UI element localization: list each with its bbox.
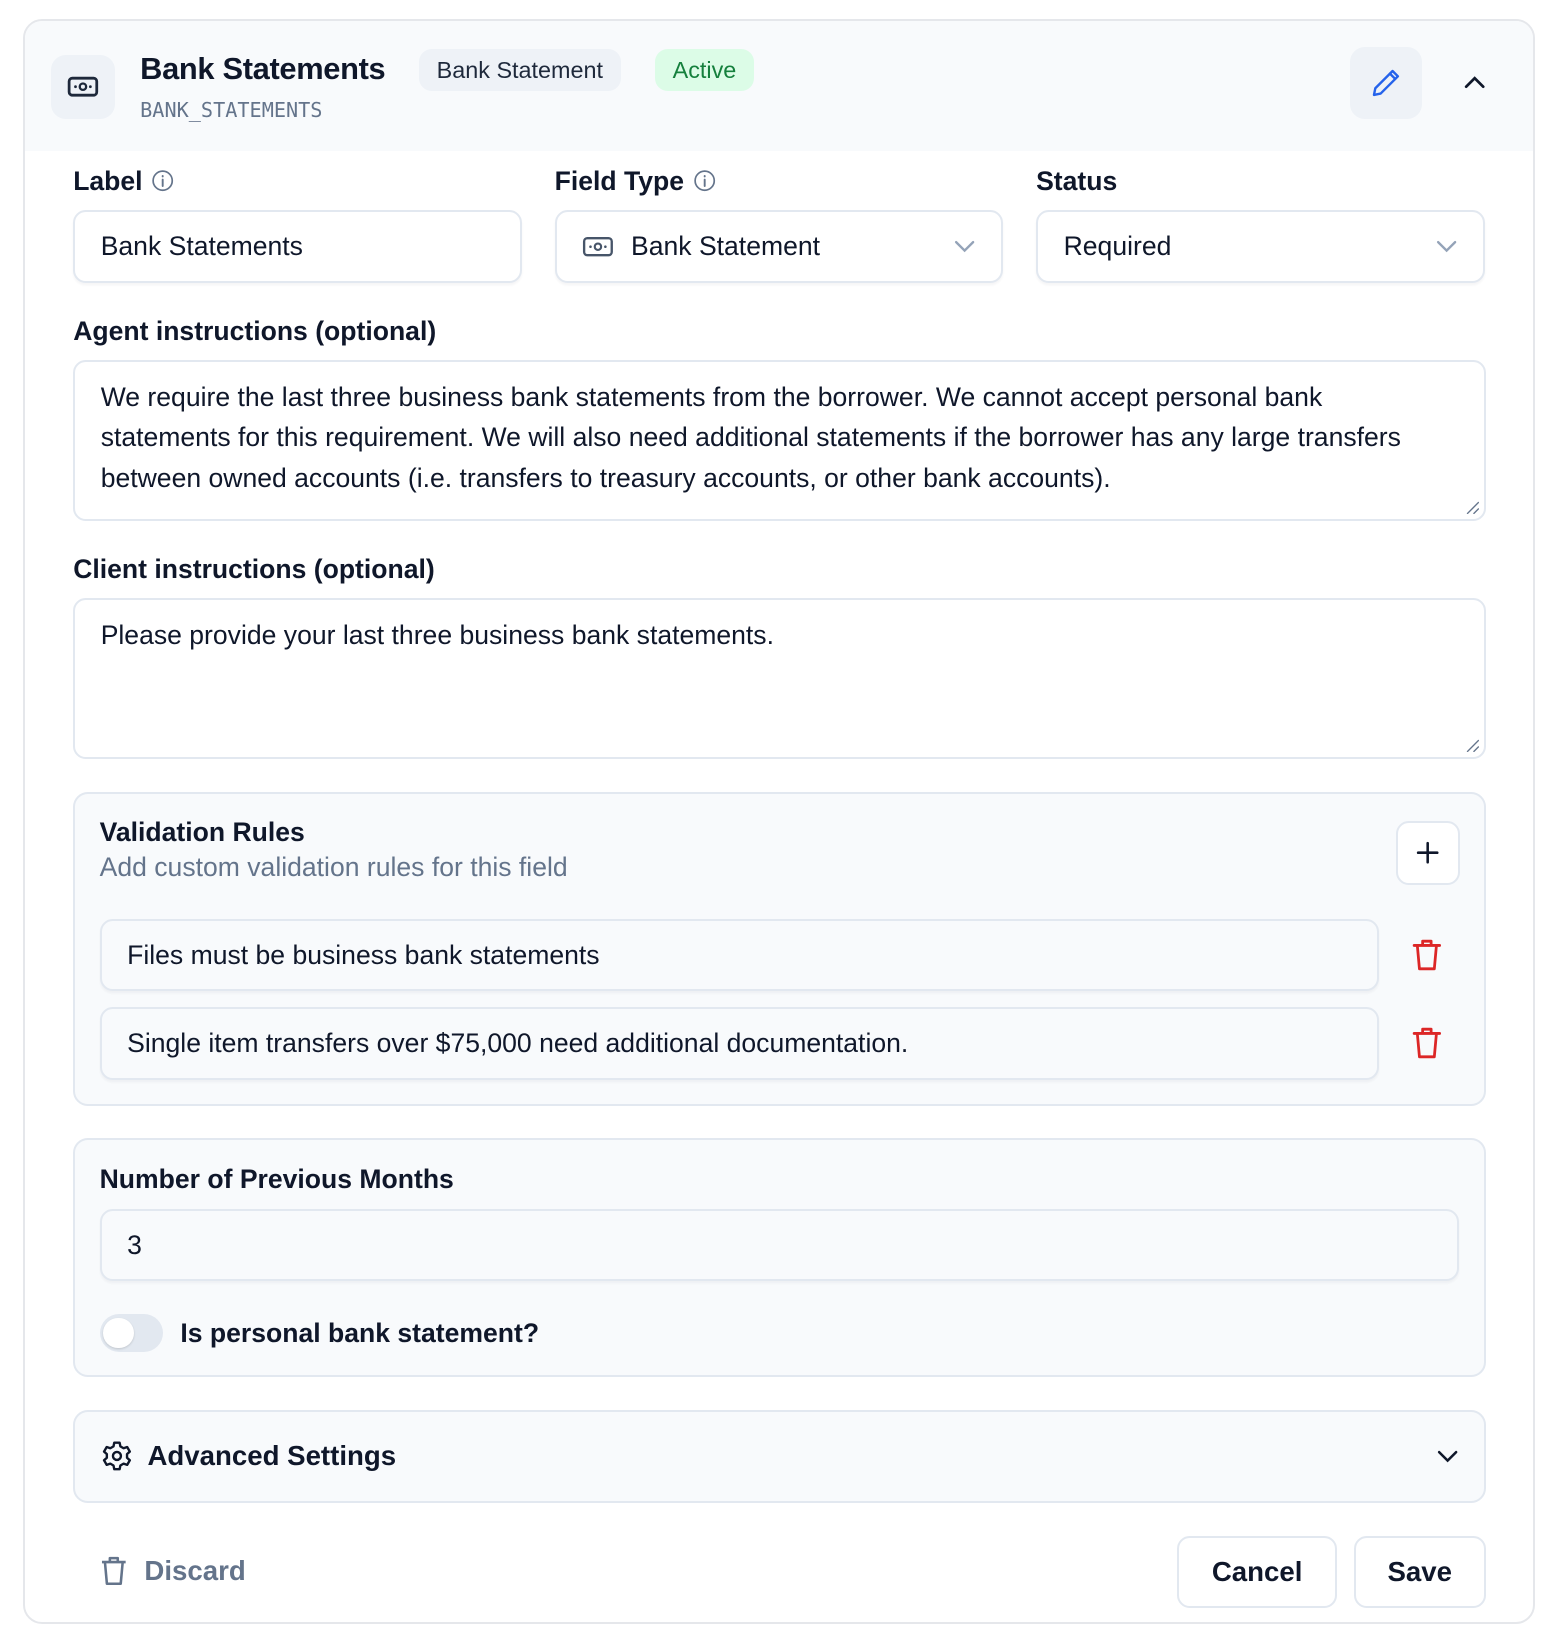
resize-handle[interactable] [1465, 738, 1480, 753]
months-panel [73, 1138, 1485, 1377]
validation-title: Validation Rules [99, 817, 305, 848]
cancel-button[interactable]: Cancel [1177, 1536, 1336, 1608]
field-title: Bank Statements [140, 50, 386, 86]
field-type-text: Field Type [554, 165, 685, 196]
advanced-settings-label: Advanced Settings [147, 1440, 397, 1472]
status-select[interactable] [1036, 210, 1485, 282]
status-label [1036, 166, 1117, 197]
trash-icon [1412, 938, 1442, 972]
validation-subtitle: Add custom validation rules for this field [99, 852, 568, 883]
plus-icon [1416, 841, 1439, 864]
toggle-knob [103, 1318, 134, 1349]
status-text: Status [1036, 165, 1118, 196]
advanced-settings-toggle[interactable] [73, 1410, 1485, 1502]
chevron-down-icon [954, 240, 975, 253]
field-code: BANK_STATEMENTS [140, 97, 323, 122]
info-icon[interactable] [693, 169, 716, 192]
label-input-value: Bank Statements [100, 230, 303, 261]
chevron-up-icon [1463, 75, 1486, 90]
banknote-icon [582, 235, 614, 258]
field-card [23, 19, 1534, 1624]
discard-button[interactable] [100, 1555, 246, 1587]
banknote-icon [51, 55, 115, 119]
rule-text: Single item transfers over $75,000 need additional documentation. [127, 1027, 909, 1058]
chevron-down-icon [1436, 240, 1457, 253]
card-header [25, 21, 1532, 151]
rule-text: Files must be business bank statements [127, 939, 600, 970]
client-instructions-label: Client instructions (optional) [73, 553, 435, 584]
validation-rules-panel [73, 792, 1485, 1107]
chevron-down-icon [1437, 1450, 1458, 1463]
discard-label: Discard [144, 1554, 246, 1586]
edit-button[interactable] [1350, 47, 1422, 119]
field-type-label [555, 166, 716, 197]
personal-statement-label: Is personal bank statement? [180, 1317, 540, 1348]
collapse-button[interactable] [1456, 64, 1494, 102]
status-value: Required [1063, 230, 1172, 261]
field-type-value: Bank Statement [631, 230, 821, 261]
pencil-icon [1370, 67, 1402, 99]
type-badge: Bank Statement [419, 49, 621, 92]
resize-handle[interactable] [1465, 500, 1480, 515]
info-icon[interactable] [151, 169, 174, 192]
label-text: Label [73, 165, 143, 196]
delete-rule-button[interactable] [1412, 1026, 1442, 1065]
client-instructions-value: Please provide your last three business bank statements. [100, 620, 774, 651]
months-value: 3 [127, 1229, 142, 1260]
months-label: Number of Previous Months [99, 1163, 454, 1194]
label-input[interactable] [73, 210, 522, 282]
agent-instructions-value: We require the last three business bank statements from the borrower. We cannot accept personal bank statements for this requirement. We will also need additional statements if the borrower has any large transfers between owned accounts (i.e. transfers to treasury accounts, or other bank accounts). [100, 382, 1401, 493]
validation-rule-input[interactable] [100, 919, 1380, 991]
status-badge: Active [655, 49, 755, 92]
trash-icon [100, 1555, 128, 1587]
trash-icon [1412, 1026, 1442, 1060]
add-rule-button[interactable] [1396, 821, 1460, 885]
label-field-label [73, 166, 174, 197]
months-input[interactable] [100, 1209, 1459, 1281]
validation-rule-input[interactable] [100, 1007, 1380, 1079]
agent-instructions-label: Agent instructions (optional) [73, 315, 437, 346]
gear-icon [101, 1440, 133, 1472]
save-button[interactable]: Save [1354, 1536, 1486, 1608]
agent-instructions-textarea[interactable] [73, 360, 1485, 520]
client-instructions-textarea[interactable] [73, 598, 1485, 758]
personal-statement-toggle[interactable] [100, 1314, 164, 1351]
delete-rule-button[interactable] [1412, 938, 1442, 977]
field-type-select[interactable] [555, 210, 1004, 282]
